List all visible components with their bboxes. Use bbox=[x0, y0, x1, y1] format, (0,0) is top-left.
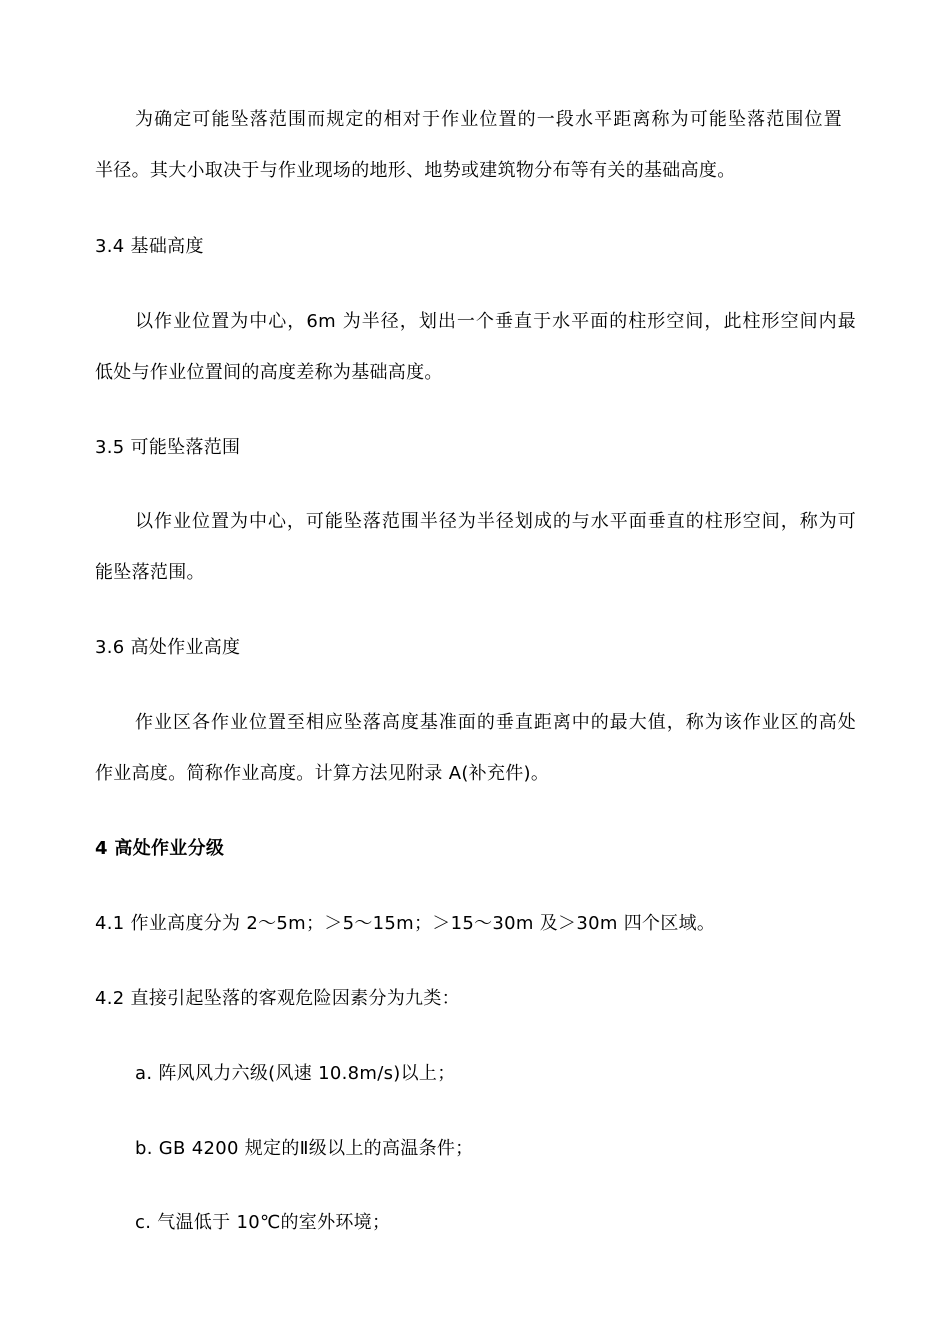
paragraph-line: 作业区各作业位置至相应坠落高度基准面的垂直距离中的最大值，称为该作业区的高处 bbox=[135, 712, 856, 733]
paragraph-line: 以作业位置为中心，可能坠落范围半径为半径划成的与水平面垂直的柱形空间，称为可 bbox=[135, 511, 856, 532]
paragraph-line: 低处与作业位置间的高度差称为基础高度。 bbox=[95, 362, 443, 383]
paragraph-line: 半径。其大小取决于与作业现场的地形、地势或建筑物分布等有关的基础高度。 bbox=[95, 160, 736, 181]
section-heading-4: 4 高处作业分级 bbox=[95, 838, 225, 859]
section-heading-3-6: 3.6 高处作业高度 bbox=[95, 637, 241, 658]
paragraph-line: 以作业位置为中心，6m 为半径，划出一个垂直于水平面的柱形空间，此柱形空间内最 bbox=[135, 311, 856, 332]
clause-4-2: 4.2 直接引起坠落的客观危险因素分为九类： bbox=[95, 988, 460, 1009]
paragraph-line: 能坠落范围。 bbox=[95, 562, 205, 583]
list-item-a: a. 阵风风力六级(风速 10.8m/s)以上； bbox=[135, 1063, 456, 1084]
clause-4-1: 4.1 作业高度分为 2～5m；＞5～15m；＞15～30m 及＞30m 四个区域。 bbox=[95, 913, 716, 934]
list-item-c: c. 气温低于 10℃的室外环境； bbox=[135, 1212, 391, 1233]
section-heading-3-5: 3.5 可能坠落范围 bbox=[95, 437, 241, 458]
paragraph-line: 为确定可能坠落范围而规定的相对于作业位置的一段水平距离称为可能坠落范围位置 bbox=[135, 109, 842, 130]
paragraph-line: 作业高度。简称作业高度。计算方法见附录 A(补充件)。 bbox=[95, 763, 550, 784]
section-heading-3-4: 3.4 基础高度 bbox=[95, 236, 204, 257]
list-item-b: b. GB 4200 规定的Ⅱ级以上的高温条件； bbox=[135, 1138, 474, 1159]
